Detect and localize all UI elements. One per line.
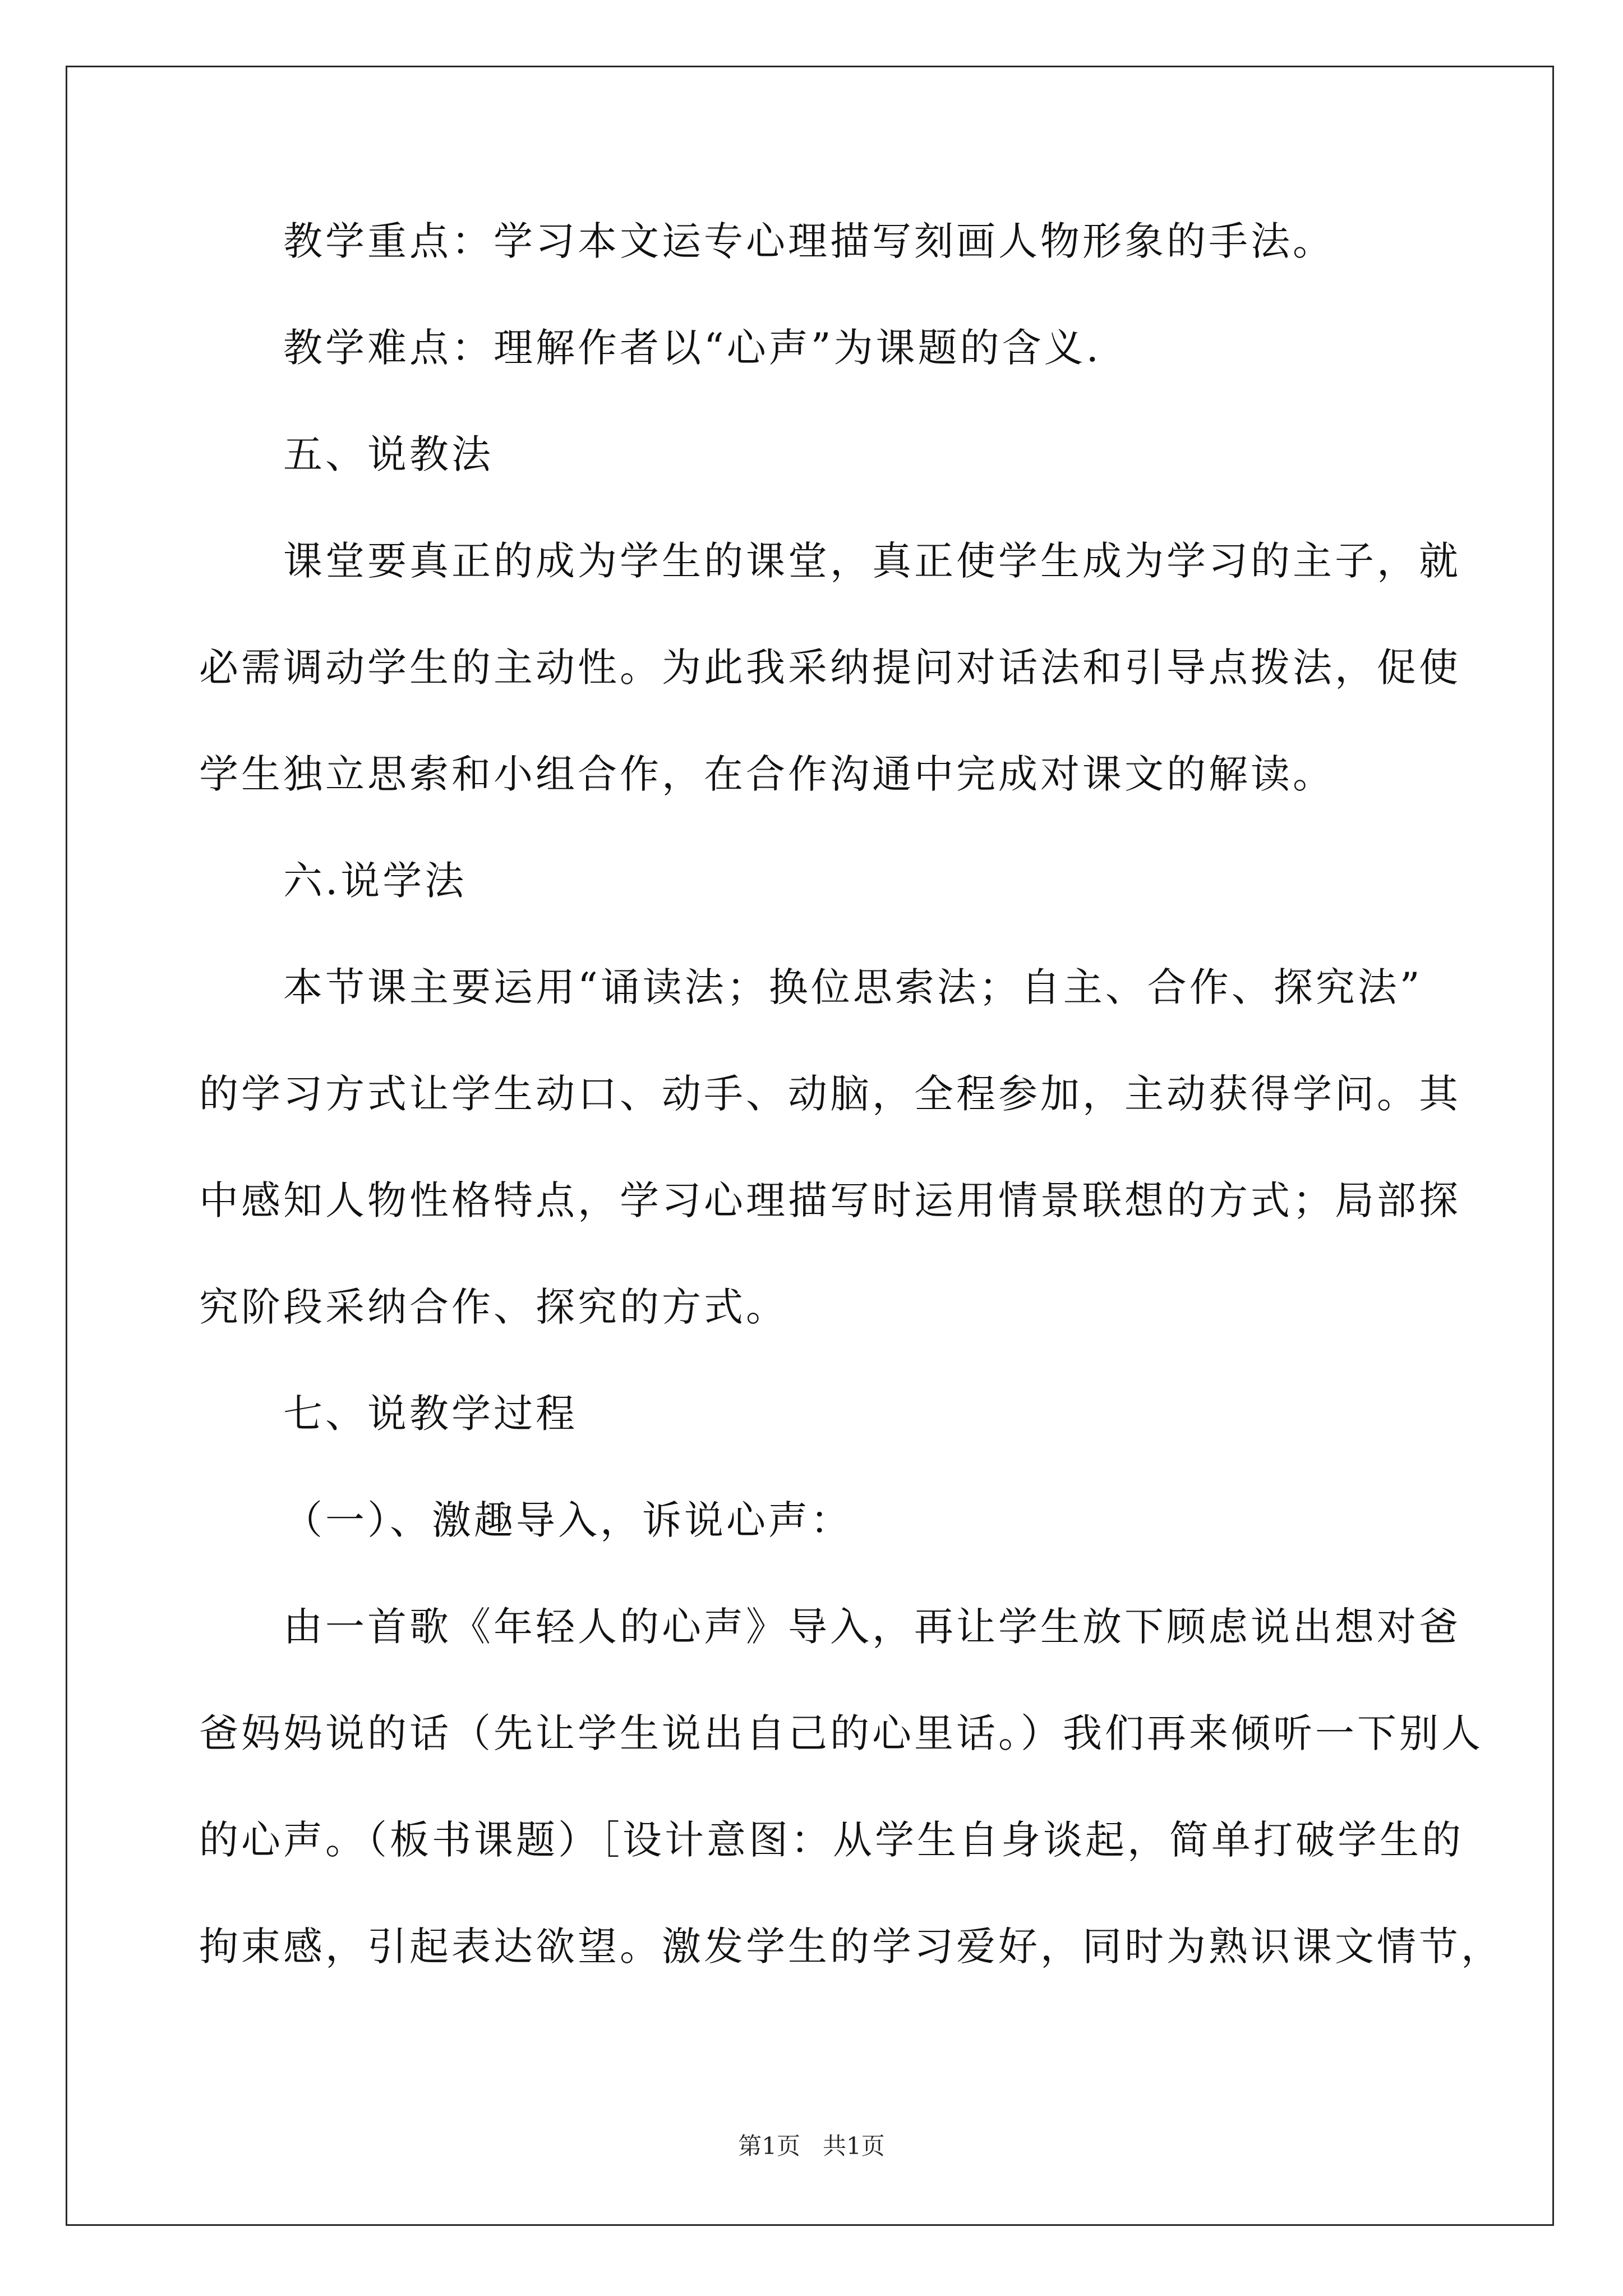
section-heading: 六.说学法 [283, 858, 467, 904]
text-line: 的心声。（板书课题）［设计意图：从学生自身谈起，简单打破学生的 [199, 1817, 1464, 1863]
sub-heading: （一）、激趣导入，诉说心声： [283, 1497, 852, 1543]
text-line: 中感知人物性格特点，学习心理描写时运用情景联想的方式；局部探 [199, 1177, 1461, 1223]
text-line: 的学习方式让学生动口、动手、动脑，全程参加，主动获得学问。其 [199, 1071, 1461, 1117]
text-line: 由一首歌《年轻人的心声》导入，再让学生放下顾虑说出想对爸 [283, 1604, 1461, 1650]
text-line: 必需调动学生的主动性。为此我采纳提问对话法和引导点拨法，促使 [199, 645, 1461, 691]
section-heading: 七、说教学过程 [283, 1391, 578, 1437]
page-border [66, 66, 1554, 2226]
text-line: 本节课主要运用“诵读法；换位思索法；自主、合作、探究法” [283, 964, 1423, 1010]
text-line: 究阶段采纳合作、探究的方式。 [199, 1284, 788, 1330]
text-line: 拘束感，引起表达欲望。激发学生的学习爱好，同时为熟识课文情节， [199, 1924, 1503, 1970]
text-line: 学生独立思索和小组合作，在合作沟通中完成对课文的解读。 [199, 751, 1335, 797]
page-footer: 第1页 共1页 [738, 2132, 885, 2160]
text-line: 教学重点：学习本文运专心理描写刻画人物形象的手法。 [283, 218, 1335, 264]
section-heading: 五、说教法 [283, 431, 494, 477]
text-line: 爸妈妈说的话（先让学生说出自己的心里话。）我们再来倾听一下别人 [199, 1710, 1483, 1756]
text-line: 课堂要真正的成为学生的课堂，真正使学生成为学习的主子，就 [283, 538, 1461, 584]
text-line: 教学难点：理解作者以“心声”为课题的含义. [283, 325, 1101, 371]
